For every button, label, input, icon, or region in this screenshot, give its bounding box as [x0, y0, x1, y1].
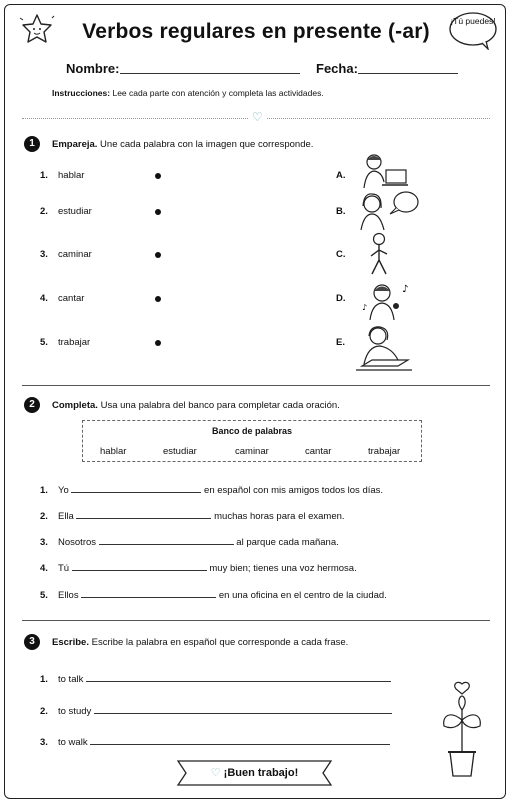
image-letter: D. [336, 293, 346, 304]
encouragement-badge: ¡Tú puedes! [450, 16, 496, 26]
answer-blank[interactable] [72, 561, 207, 571]
match-item: 2. estudiar [40, 206, 92, 217]
bank-word: trabajar [368, 446, 401, 457]
banner-text: ♡ ¡Buen trabajo! [210, 767, 299, 779]
name-label: Nombre: [66, 61, 120, 76]
answer-blank[interactable] [71, 483, 201, 493]
date-label: Fecha: [316, 61, 358, 76]
bank-word: estudiar [163, 446, 197, 457]
image-letter: B. [336, 206, 346, 217]
match-dot[interactable] [155, 173, 161, 179]
section-number-1: 1 [24, 136, 40, 152]
person-laptop-icon [360, 152, 410, 190]
answer-blank[interactable] [81, 588, 216, 598]
heart-icon: ♡ [249, 110, 266, 124]
match-dot[interactable] [155, 252, 161, 258]
singing-boy-icon [360, 280, 410, 320]
fill-in-sentence: 3. Nosotros al parque cada mañana. [40, 537, 339, 548]
translation-item: 2. to study [40, 704, 392, 717]
heart-icon: ♡ [210, 767, 224, 779]
fill-in-sentence: 4. Tú muy bien; tienes una voz hermosa. [40, 563, 357, 574]
match-item: 1. hablar [40, 170, 85, 181]
fill-in-sentence: 2. Ella muchas horas para el examen. [40, 511, 345, 522]
answer-line[interactable] [94, 704, 392, 714]
page-title: Verbos regulares en presente (-ar) [82, 20, 430, 43]
match-item: 3. caminar [40, 249, 92, 260]
bank-word: hablar [100, 446, 127, 457]
match-item: 5. trabajar [40, 337, 91, 348]
section-number-3: 3 [24, 634, 40, 650]
match-dot[interactable] [155, 340, 161, 346]
svg-text:♪: ♪ [362, 303, 368, 312]
image-letter: E. [336, 337, 345, 348]
match-dot[interactable] [155, 296, 161, 302]
image-letter: A. [336, 170, 346, 181]
svg-text:♪: ♪ [402, 284, 409, 295]
translation-item: 1. to talk [40, 672, 391, 685]
image-letter: C. [336, 249, 346, 260]
date-field[interactable] [358, 73, 458, 74]
section-divider [22, 620, 490, 621]
match-item: 4. cantar [40, 293, 85, 304]
girl-writing-icon [354, 324, 414, 372]
name-field[interactable] [120, 73, 300, 74]
match-dot[interactable] [155, 209, 161, 215]
instructions: Instrucciones: Lee cada parte con atención y completa las actividades. [52, 88, 324, 98]
girl-talking-icon [356, 190, 420, 230]
section3-heading: Escribe. Escribe la palabra en español que corresponde a cada frase. [52, 637, 349, 648]
answer-line[interactable] [90, 735, 390, 745]
bank-word: cantar [305, 446, 332, 457]
answer-blank[interactable] [76, 509, 211, 519]
fill-in-sentence: 5. Ellos en una oficina en el centro de la ciudad. [40, 590, 387, 601]
section-number-2: 2 [24, 397, 40, 413]
section2-heading: Completa. Usa una palabra del banco para completar cada oración. [52, 400, 340, 411]
section-divider [22, 385, 490, 386]
fill-in-sentence: 1. Yo en español con mis amigos todos los días. [40, 485, 384, 496]
answer-line[interactable] [86, 672, 391, 682]
bank-word: caminar [235, 446, 269, 457]
walking-boy-icon [364, 232, 394, 278]
translation-item: 3. to walk [40, 735, 390, 748]
answer-blank[interactable] [99, 535, 234, 545]
word-bank-title: Banco de palabras [211, 426, 293, 436]
plant-icon [432, 680, 492, 780]
section1-heading: Empareja. Une cada palabra con la imagen que corresponde. [52, 139, 314, 150]
